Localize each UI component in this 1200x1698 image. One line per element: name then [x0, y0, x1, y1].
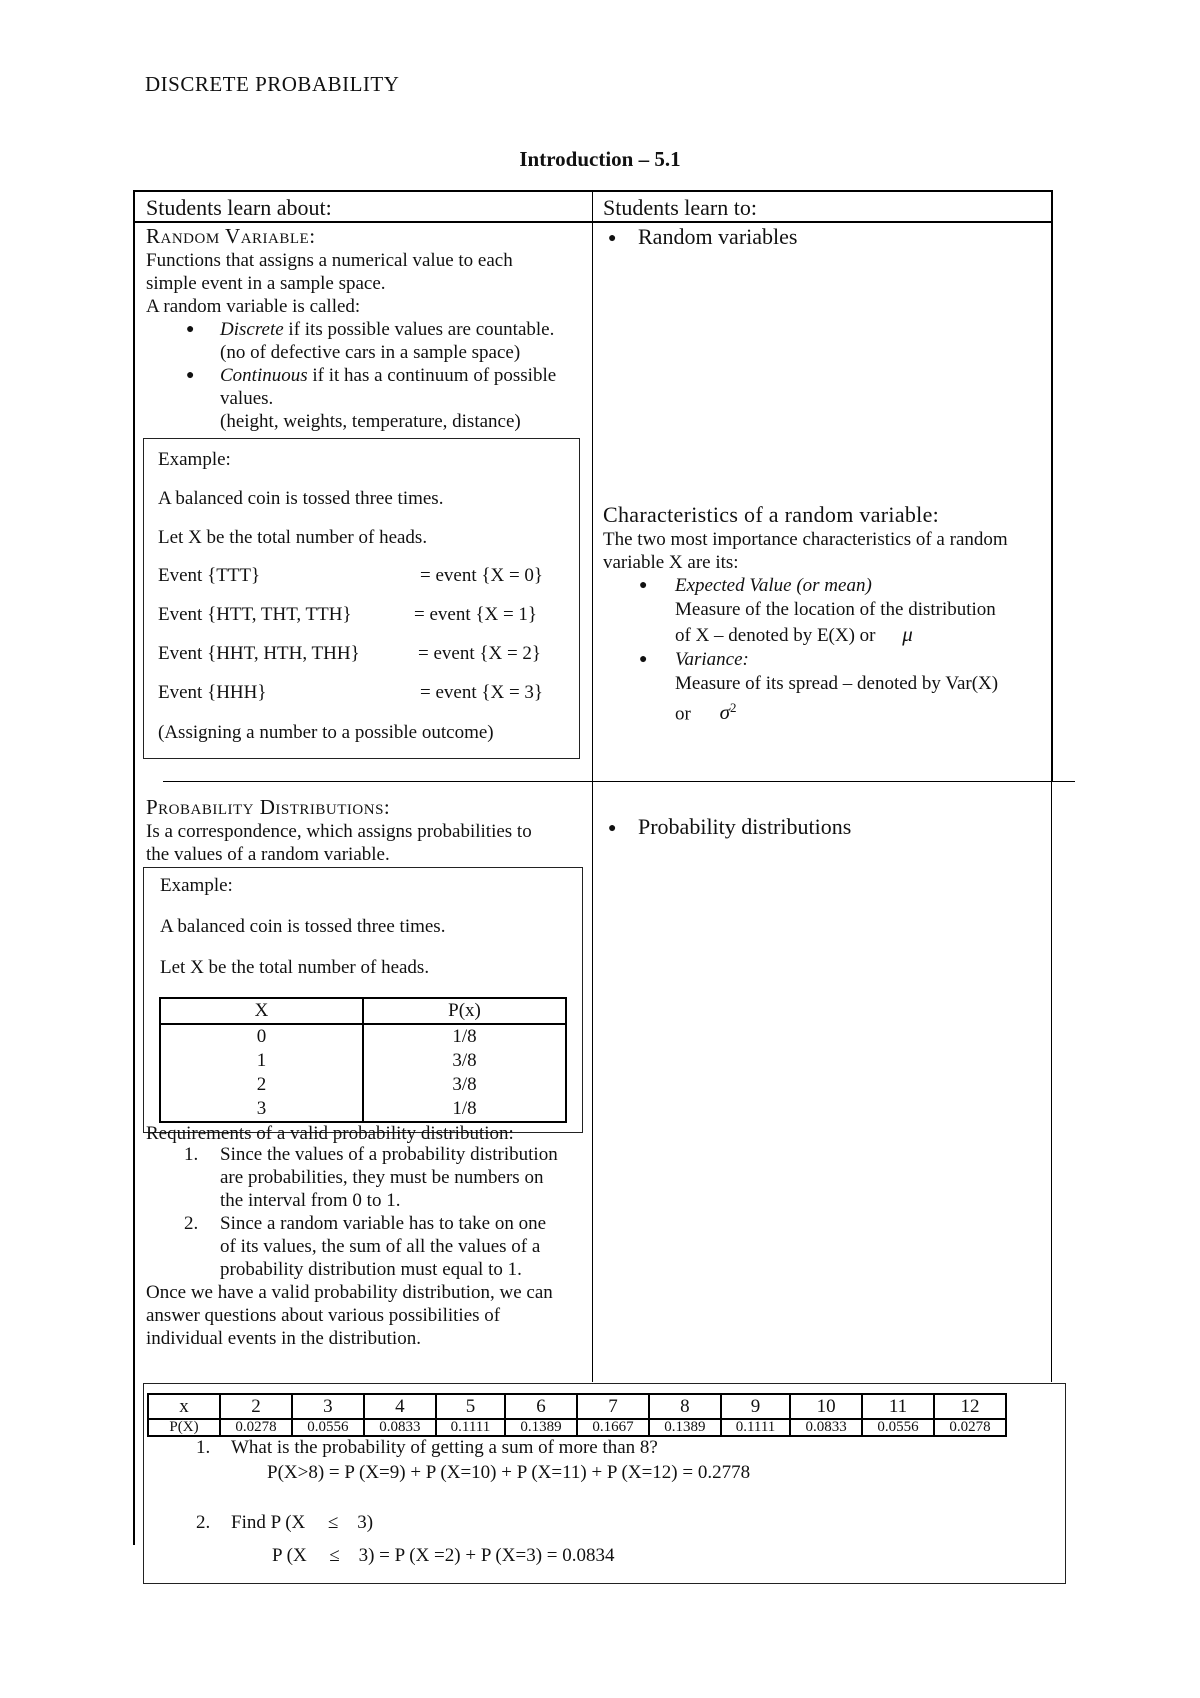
characteristics-section: [603, 502, 1048, 726]
left-column-header: Students learn about:: [146, 195, 332, 220]
discrete-description: if its possible values are countable.: [283, 319, 555, 340]
x-value: 3: [292, 1394, 364, 1419]
list-item: [146, 364, 586, 433]
example-1-label: Example:: [158, 449, 231, 470]
example-1-line-1: A balanced coin is tossed three times.: [158, 488, 444, 509]
x-value: 11: [862, 1394, 934, 1419]
continuous-description: if it has a continuum of possible: [307, 365, 557, 386]
example-2-line-1: A balanced coin is tossed three times.: [160, 916, 446, 937]
probability-value: 0.0278: [934, 1419, 1006, 1436]
list-item: [146, 1212, 586, 1281]
list-item: [146, 1143, 586, 1212]
probability-value: 3/8: [363, 1073, 566, 1097]
bullet-icon: ●: [608, 821, 617, 836]
rv-definition-line-1: Functions that assigns a numerical value to each: [146, 250, 513, 271]
closing-line-2: answer questions about various possibilities of: [146, 1305, 501, 1326]
characteristics-line-2: variable X are its:: [603, 552, 739, 573]
probability-value: 0.1667: [577, 1419, 649, 1436]
example-2-line-2: Let X be the total number of heads.: [160, 957, 430, 978]
example-2-content: [160, 874, 570, 993]
variance-line-2: or: [675, 703, 691, 725]
probability-value: 0.0556: [862, 1419, 934, 1436]
requirements-list: [146, 1143, 586, 1281]
x-value: 3: [160, 1097, 363, 1122]
right-bullet-probability-distributions: [608, 814, 852, 840]
bullet-icon: ●: [186, 368, 195, 383]
event-outcomes: Event {HTT, THT, TTH}: [158, 604, 352, 625]
probability-value: 0.0833: [790, 1419, 862, 1436]
answer-2: [272, 1544, 615, 1567]
closing-line-1: Once we have a valid probability distribution, we can: [146, 1282, 553, 1303]
sigma-exponent: 2: [729, 700, 737, 715]
event-value: = event {X = 3}: [420, 682, 544, 703]
bullet-icon: ●: [639, 578, 648, 593]
table-top-border: [133, 190, 1053, 192]
question-text-end: 3): [357, 1512, 374, 1533]
discrete-term: Discrete: [220, 319, 284, 340]
example-1-note: (Assigning a number to a possible outcome): [158, 722, 494, 743]
table-row: [160, 1024, 566, 1049]
random-variable-section: [146, 224, 586, 433]
expected-value-label: Expected Value (or mean): [675, 575, 872, 596]
probability-value: 1/8: [363, 1024, 566, 1049]
bullet-icon: ●: [186, 322, 195, 337]
x-value: 5: [436, 1394, 505, 1419]
list-item: [603, 574, 1048, 648]
probability-value: 0.0556: [292, 1419, 364, 1436]
rv-definition-line-2: simple event in a sample space.: [146, 273, 386, 294]
probability-value: 3/8: [363, 1049, 566, 1073]
question-number: 1.: [196, 1437, 211, 1458]
document-header: DISCRETE PROBABILITY: [145, 72, 400, 96]
example-2-label: Example:: [160, 875, 233, 896]
x-value: 7: [577, 1394, 649, 1419]
variance-label: Variance:: [675, 649, 749, 670]
probability-value: 0.1111: [721, 1419, 790, 1436]
characteristics-heading: Characteristics of a random variable:: [603, 502, 940, 527]
x-value: 4: [364, 1394, 436, 1419]
answer-text-start: P (X: [272, 1545, 307, 1566]
continuous-example: (height, weights, temperature, distance): [220, 411, 521, 432]
event-row: [158, 682, 573, 721]
list-number: 2.: [184, 1213, 199, 1234]
probability-value: 0.1389: [505, 1419, 577, 1436]
x-values-row: [148, 1394, 1006, 1419]
column-header-x: X: [160, 998, 363, 1024]
list-number: 1.: [184, 1144, 199, 1165]
x-value: 2: [220, 1394, 292, 1419]
requirement-text: Since a random variable has to take on one: [220, 1213, 547, 1234]
bullet-text: Random variables: [638, 224, 798, 249]
requirement-text: Since the values of a probability distribution: [220, 1144, 558, 1165]
question-1: [196, 1436, 658, 1459]
variance-line-1: Measure of its spread – denoted by Var(X): [675, 673, 999, 694]
random-variable-heading: Random Variable:: [146, 224, 316, 248]
characteristics-list: [603, 574, 1048, 726]
mu-symbol: μ: [902, 622, 913, 646]
rv-types-list: [146, 318, 586, 433]
event-outcomes: Event {TTT}: [158, 565, 261, 586]
list-item: [603, 648, 1048, 726]
x-value: 8: [649, 1394, 721, 1419]
table-column-divider: [592, 190, 593, 1382]
column-header-px: P(x): [363, 998, 566, 1024]
characteristics-line-1: The two most importance characteristics of a random: [603, 529, 1008, 550]
row-label-px: P(X): [148, 1419, 220, 1436]
question-text: What is the probability of getting a sum of more than 8?: [231, 1437, 658, 1458]
event-row: [158, 643, 573, 682]
discrete-example: (no of defective cars in a sample space): [220, 342, 521, 363]
event-value: = event {X = 0}: [420, 565, 544, 586]
event-value: = event {X = 1}: [414, 604, 538, 625]
question-2: [196, 1511, 373, 1534]
leq-symbol: ≤: [329, 1545, 340, 1566]
expected-value-line-2: of X – denoted by E(X) or: [675, 625, 876, 646]
x-value: 10: [790, 1394, 862, 1419]
pd-definition-line-1: Is a correspondence, which assigns probabilities to: [146, 821, 532, 842]
requirements-heading: Requirements of a valid probability distribution:: [146, 1123, 514, 1143]
right-bullet-random-variables: [608, 224, 798, 250]
probability-distributions-section: [146, 795, 586, 866]
probability-distributions-heading: Probability Distributions:: [146, 795, 391, 819]
question-text: Find P (X: [231, 1512, 306, 1533]
page-title: Introduction – 5.1: [519, 147, 681, 171]
table-header-row: [160, 998, 566, 1024]
requirements-section: [146, 1122, 586, 1350]
x-value: 12: [934, 1394, 1006, 1419]
x-value: 0: [160, 1024, 363, 1049]
x-value: 9: [721, 1394, 790, 1419]
dice-sum-table: [147, 1393, 1007, 1437]
sigma-symbol: σ: [719, 700, 730, 725]
probability-value: 1/8: [363, 1097, 566, 1122]
bullet-text: Probability distributions: [638, 814, 852, 839]
table-left-border: [133, 190, 135, 1545]
probability-value: 0.0278: [220, 1419, 292, 1436]
pd-definition-line-2: the values of a random variable.: [146, 844, 390, 865]
table-header-divider: [133, 221, 1053, 223]
event-row: [158, 604, 573, 643]
row-label-x: x: [148, 1394, 220, 1419]
continuous-description-2: values.: [220, 388, 274, 409]
right-column-header: Students learn to:: [603, 195, 757, 220]
probability-value: 0.1389: [649, 1419, 721, 1436]
probability-row: [148, 1419, 1006, 1436]
probability-value: 0.0833: [364, 1419, 436, 1436]
closing-line-3: individual events in the distribution.: [146, 1328, 421, 1349]
table-right-border-lower: [1051, 782, 1052, 1382]
bullet-icon: ●: [639, 652, 648, 667]
requirement-text: of its values, the sum of all the values of a: [220, 1236, 541, 1257]
probability-table: [159, 997, 567, 1123]
answer-text-end: 3) = P (X =2) + P (X=3) = 0.0834: [358, 1545, 615, 1566]
x-value: 6: [505, 1394, 577, 1419]
table-row: [160, 1073, 566, 1097]
requirement-text: the interval from 0 to 1.: [220, 1190, 401, 1211]
event-outcomes: Event {HHT, HTH, THH}: [158, 643, 360, 664]
bullet-icon: ●: [608, 231, 617, 246]
question-number: 2.: [196, 1512, 211, 1533]
table-right-border-upper: [1051, 190, 1053, 782]
table-row: [160, 1049, 566, 1073]
rv-called-line: A random variable is called:: [146, 296, 361, 317]
event-row: [158, 565, 573, 604]
example-1-content: [158, 448, 573, 760]
table-row: [160, 1097, 566, 1122]
requirement-text: are probabilities, they must be numbers on: [220, 1167, 544, 1188]
event-outcomes: Event {HHH}: [158, 682, 267, 703]
table-row-divider: [163, 781, 1075, 782]
example-1-line-2: Let X be the total number of heads.: [158, 527, 428, 548]
continuous-term: Continuous: [220, 365, 308, 386]
event-value: = event {X = 2}: [418, 643, 542, 664]
x-value: 2: [160, 1073, 363, 1097]
requirement-text: probability distribution must equal to 1.: [220, 1259, 522, 1280]
x-value: 1: [160, 1049, 363, 1073]
leq-symbol: ≤: [328, 1512, 339, 1533]
list-item: [146, 318, 586, 364]
probability-value: 0.1111: [436, 1419, 505, 1436]
expected-value-line-1: Measure of the location of the distribution: [675, 599, 996, 620]
answer-1: P(X>8) = P (X=9) + P (X=10) + P (X=11) + P (X=12) = 0.2778: [267, 1462, 751, 1483]
